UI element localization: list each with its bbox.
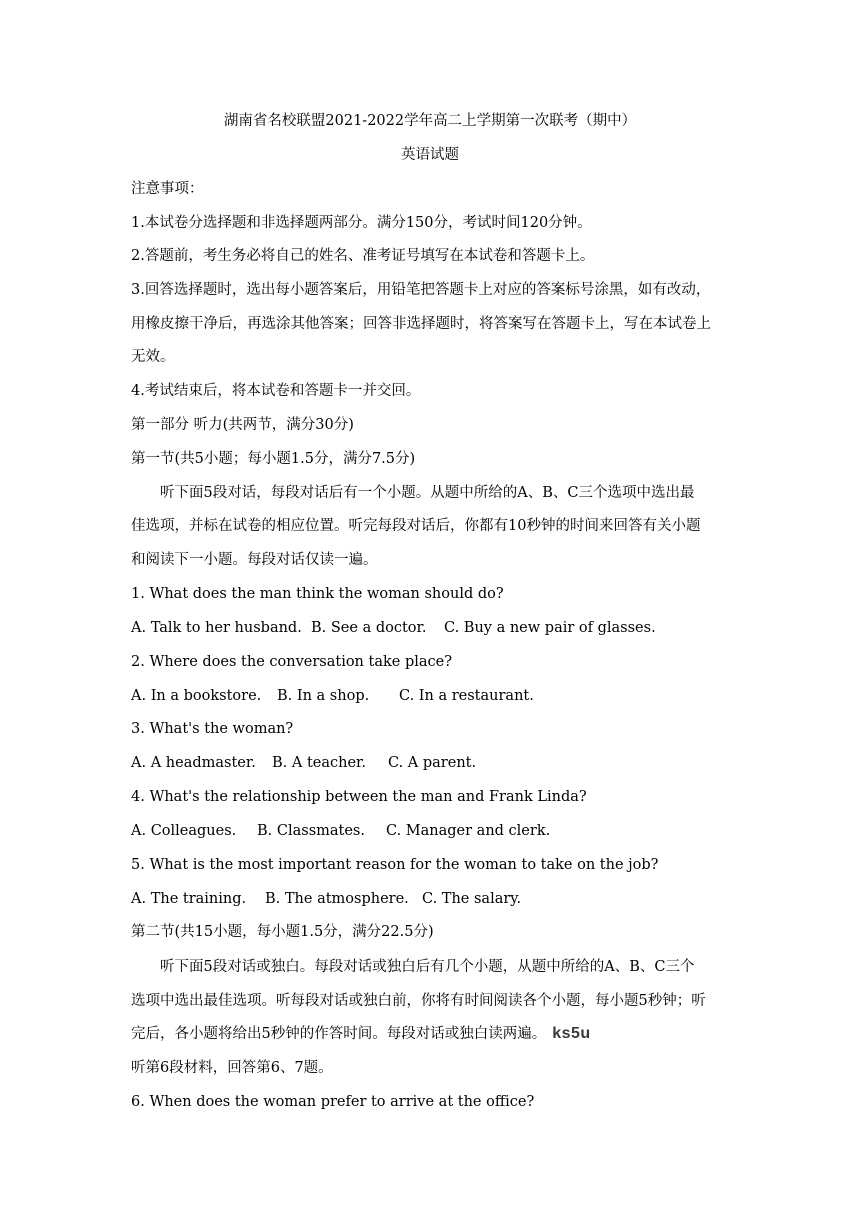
watermark-logo: ks5u bbox=[552, 1025, 591, 1042]
option-b: B. A teacher. bbox=[272, 755, 366, 771]
section2-instruction: 完后，各小题将给出5秒钟的作答时间。每段对话或独白读两遍。 bbox=[131, 1026, 547, 1042]
option-b: B. In a shop. bbox=[277, 688, 370, 704]
notice-item: 3.回答选择题时，选出每小题答案后，用铅笔把答题卡上对应的答案标号涂黑，如有改动， bbox=[131, 282, 711, 298]
option-a: A. The training. bbox=[131, 891, 247, 907]
exam-title: 湖南省名校联盟2021-2022学年高二上学期第一次联考（期中） bbox=[223, 113, 637, 129]
option-c: C. A parent. bbox=[388, 755, 477, 771]
section1-instruction: 听下面5段对话，每段对话后有一个小题。从题中所给的A、B、C三个选项中选出最 bbox=[160, 485, 695, 501]
question-1-options bbox=[131, 618, 656, 638]
section2-instruction: 听下面5段对话或独白。每段对话或独白后有几个小题，从题中所给的A、B、C三个 bbox=[160, 959, 695, 975]
notice-item: 无效。 bbox=[131, 349, 175, 365]
notice-item: 用橡皮擦干净后，再选涂其他答案；回答非选择题时，将答案写在答题卡上，写在本试卷上 bbox=[131, 316, 711, 332]
exam-subtitle: 英语试题 bbox=[401, 147, 459, 163]
section2-heading: 第二节(共15小题，每小题1.5分，满分22.5分) bbox=[131, 924, 434, 940]
option-c: C. In a restaurant. bbox=[399, 688, 534, 704]
question-2-options bbox=[131, 686, 534, 706]
part1-heading: 第一部分 听力(共两节，满分30分) bbox=[131, 417, 354, 433]
question-4-options bbox=[131, 821, 550, 841]
question-5-options bbox=[131, 889, 521, 909]
question-1: 1. What does the man think the woman should do? bbox=[131, 586, 504, 602]
option-a: A. A headmaster. bbox=[131, 755, 256, 771]
notice-heading: 注意事项： bbox=[131, 181, 204, 197]
option-c: C. The salary. bbox=[422, 891, 522, 907]
notice-item: 1.本试卷分选择题和非选择题两部分。满分150分，考试时间120分钟。 bbox=[131, 215, 592, 231]
section1-instruction: 佳选项，并标在试卷的相应位置。听完每段对话后，你都有10秒钟的时间来回答有关小题 bbox=[131, 518, 701, 534]
notice-item: 2.答题前，考生务必将自己的姓名、准考证号填写在本试卷和答题卡上。 bbox=[131, 248, 595, 264]
section2-instruction-line bbox=[131, 1024, 591, 1044]
question-3-options bbox=[131, 753, 476, 773]
option-a: A. Talk to her husband. bbox=[131, 620, 302, 636]
section2-instruction: 选项中选出最佳选项。听每段对话或独白前，你将有时间阅读各个小题，每小题5秒钟；听 bbox=[131, 993, 706, 1009]
question-3: 3. What's the woman? bbox=[131, 721, 294, 737]
option-c: C. Manager and clerk. bbox=[386, 823, 551, 839]
question-5: 5. What is the most important reason for the woman to take on the job? bbox=[131, 857, 659, 873]
option-c: C. Buy a new pair of glasses. bbox=[444, 620, 656, 636]
section1-instruction: 和阅读下一小题。每段对话仅读一遍。 bbox=[131, 552, 378, 568]
option-b: B. See a doctor. bbox=[311, 620, 427, 636]
option-a: A. Colleagues. bbox=[131, 823, 237, 839]
question-6: 6. When does the woman prefer to arrive at the office? bbox=[131, 1094, 535, 1110]
material-6-heading: 听第6段材料，回答第6、7题。 bbox=[131, 1060, 333, 1076]
question-4: 4. What's the relationship between the man and Frank Linda? bbox=[131, 789, 587, 805]
question-2: 2. Where does the conversation take place? bbox=[131, 654, 452, 670]
option-b: B. The atmosphere. bbox=[265, 891, 409, 907]
option-a: A. In a bookstore. bbox=[131, 688, 262, 704]
option-b: B. Classmates. bbox=[257, 823, 365, 839]
section1-heading: 第一节(共5小题；每小题1.5分，满分7.5分) bbox=[131, 451, 416, 467]
notice-item: 4.考试结束后，将本试卷和答题卡一并交回。 bbox=[131, 383, 421, 399]
